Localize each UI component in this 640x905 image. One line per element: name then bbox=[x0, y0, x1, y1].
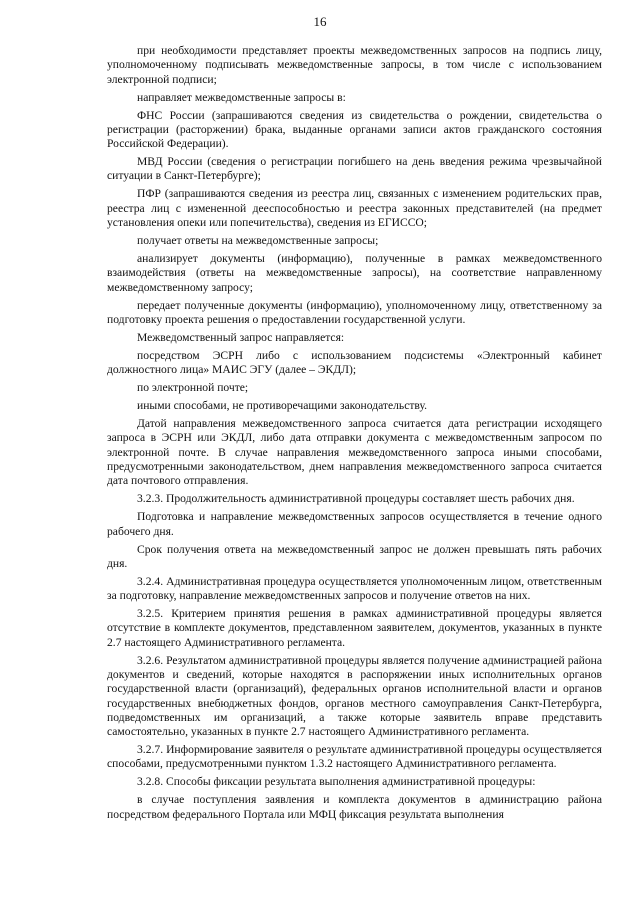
paragraph: направляет межведомственные запросы в: bbox=[137, 90, 346, 104]
paragraph: получает ответы на межведомственные запросы; bbox=[137, 234, 379, 247]
paragraph: Межведомственный запрос направляется: bbox=[137, 330, 345, 344]
paragraph: ПФР (запрашиваются сведения из реестра лиц, связанных с изменением родительских прав, реестра лиц с измененной дееспособностью и реестра законных представителей (на предмет установления опеки или попечительства), сведения из ЕГИССО; bbox=[107, 187, 602, 230]
paragraph: Подготовка и направление межведомственных запросов осуществляется в течение одного рабочего дня. bbox=[107, 510, 602, 538]
paragraph: Срок получения ответа на межведомственный запрос не должен превышать пять рабочих дня. bbox=[107, 542, 602, 570]
paragraph: ФНС России (запрашиваются сведения из свидетельства о рождении, свидетельства о регистрации (расторжении) брака, выданные органами записи актов гражданского состояния Российской Федерации). bbox=[107, 108, 602, 151]
document-body bbox=[107, 44, 602, 826]
paragraph: анализирует документы (информацию), полученные в рамках межведомственного взаимодействия (ответы на межведомственные запросы), на соответствие направленному межведомственному запросу; bbox=[107, 251, 602, 294]
paragraph: посредством ЭСРН либо с использованием подсистемы «Электронный кабинет должностного лица» МАИС ЭГУ (далее – ЭКДЛ); bbox=[107, 348, 602, 377]
paragraph: 3.2.6. Результатом административной процедуры является получение администрацией района документов и сведений, которые находятся в распоряжении иных исполнительных органов государственной власти (организаций), федеральных органов исполнительной власти и органов государственных внебюджетных фондов, органов местного самоуправления Санкт-Петербурга, подведомственных им организаций, а также которые заявитель вправе представить самостоятельно, указанных в пункте 2.7 настоящего Административного регламента. bbox=[107, 653, 602, 739]
paragraph: МВД России (сведения о регистрации погибшего на день введения режима чрезвычайной ситуации в Санкт-Петербурге); bbox=[107, 155, 602, 183]
paragraph: 3.2.8. Способы фиксации результата выполнения административной процедуры: bbox=[137, 775, 536, 789]
paragraph: при необходимости представляет проекты межведомственных запросов на подпись лицу, уполномоченному подписывать межведомственные запросы, в том числе с использованием электронной подписи; bbox=[107, 44, 602, 86]
paragraph: 3.2.3. Продолжительность административной процедуры составляет шесть рабочих дня. bbox=[137, 492, 575, 506]
paragraph: иными способами, не противоречащими законодательству. bbox=[137, 399, 428, 413]
paragraph: по электронной почте; bbox=[137, 381, 249, 395]
paragraph: Датой направления межведомственного запроса считается дата регистрации исходящего запроса в ЭСРН или ЭКДЛ, либо дата отправки документа с межведомственным запросом по электронной почте. В случае направления межведомственного запроса иными способами, предусмотренными законодательством, днем направления межведомственного запроса считается дата почтового отправления. bbox=[107, 417, 602, 488]
paragraph: передает полученные документы (информацию), уполномоченному лицу, ответственному за подготовку проекта решения о предоставлении государственной услуги. bbox=[107, 298, 602, 326]
paragraph: 3.2.5. Критерием принятия решения в рамках административной процедуры является отсутствие в комплекте документов, представленном заявителем, документов, указанных в пункте 2.7 настоящего Административного регламента. bbox=[107, 607, 602, 649]
paragraph: 3.2.7. Информирование заявителя о результате административной процедуры осуществляется способами, предусмотренными пунктом 1.3.2 настоящего Административного регламента. bbox=[107, 743, 602, 771]
paragraph: в случае поступления заявления и комплекта документов в администрацию района посредством федерального Портала или МФЦ фиксация результата выполнения bbox=[107, 793, 602, 821]
page-number: 16 bbox=[313, 14, 327, 29]
paragraph: 3.2.4. Административная процедура осуществляется уполномоченным лицом, ответственным за подготовку, направление межведомственных запросов и получение ответов на них. bbox=[107, 574, 602, 603]
